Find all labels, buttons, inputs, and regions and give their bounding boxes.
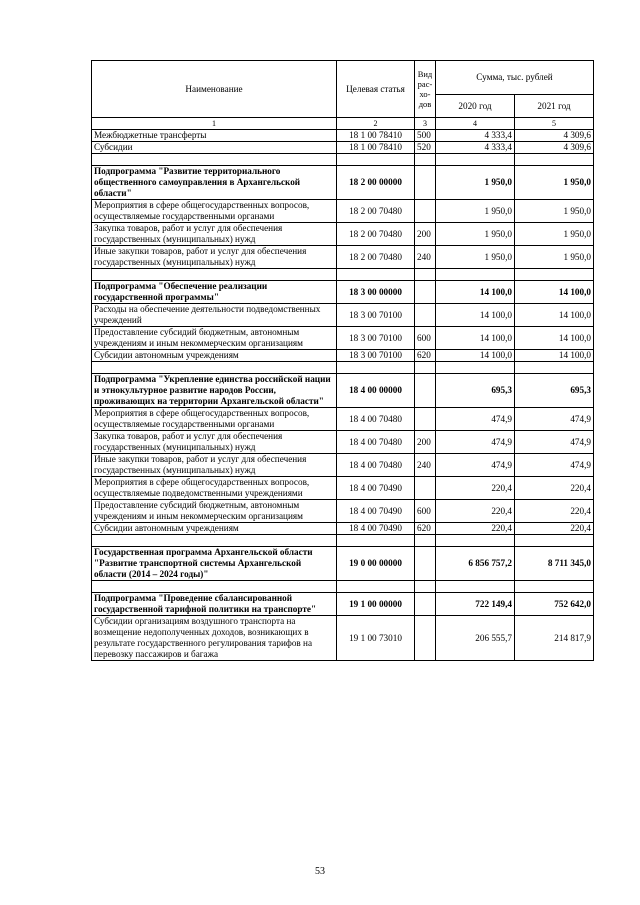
row-amount-2021: 1 950,0 (515, 200, 594, 223)
row-name: Иные закупки товаров, работ и услуг для обеспечения государственных (муниципальных) нужд (92, 454, 337, 477)
table-row (92, 523, 594, 535)
row-amount-2020: 722 149,4 (436, 593, 515, 616)
row-amount-2021: 474,9 (515, 431, 594, 454)
section-row (92, 593, 594, 616)
row-name: Мероприятия в сфере общегосударственных вопросов, осуществляемые государственными органами (92, 408, 337, 431)
header-kind: Вид рас- хо- дов (415, 61, 436, 118)
table-row (92, 431, 594, 454)
row-name: Субсидии автономным учреждениям (92, 350, 337, 362)
row-expense-kind: 520 (415, 142, 436, 154)
table-row (92, 130, 594, 142)
row-amount-2020: 474,9 (436, 454, 515, 477)
row-amount-2020: 4 333,4 (436, 142, 515, 154)
row-target-code: 18 4 00 70490 (337, 523, 415, 535)
row-expense-kind (415, 166, 436, 200)
section-row (92, 281, 594, 304)
empty-cell (515, 154, 594, 166)
empty-cell (415, 154, 436, 166)
header-sum: Сумма, тыс. рублей (436, 61, 594, 95)
row-amount-2020: 1 950,0 (436, 166, 515, 200)
spacer-row (92, 154, 594, 166)
row-expense-kind: 200 (415, 431, 436, 454)
row-amount-2021: 14 100,0 (515, 327, 594, 350)
row-expense-kind: 240 (415, 246, 436, 269)
section-row (92, 547, 594, 581)
row-target-code: 18 1 00 78410 (337, 142, 415, 154)
row-expense-kind: 600 (415, 327, 436, 350)
budget-table (91, 60, 594, 661)
row-amount-2021: 14 100,0 (515, 304, 594, 327)
row-target-code: 18 3 00 00000 (337, 281, 415, 304)
row-name: Подпрограмма "Развитие территориального общественного самоуправления в Архангельской области" (92, 166, 337, 200)
row-expense-kind: 240 (415, 454, 436, 477)
row-amount-2021: 1 950,0 (515, 246, 594, 269)
row-expense-kind (415, 593, 436, 616)
row-amount-2021: 474,9 (515, 408, 594, 431)
empty-cell (515, 362, 594, 374)
row-target-code: 18 4 00 00000 (337, 374, 415, 408)
row-amount-2020: 1 950,0 (436, 246, 515, 269)
row-expense-kind: 500 (415, 130, 436, 142)
row-amount-2020: 14 100,0 (436, 350, 515, 362)
column-number: 3 (415, 118, 436, 130)
header-2020: 2020 год (436, 95, 515, 118)
spacer-row (92, 581, 594, 593)
row-expense-kind (415, 281, 436, 304)
row-amount-2020: 220,4 (436, 500, 515, 523)
spacer-row (92, 362, 594, 374)
row-name: Субсидии автономным учреждениям (92, 523, 337, 535)
spacer-row (92, 269, 594, 281)
empty-cell (415, 581, 436, 593)
header-row (92, 61, 594, 95)
row-target-code: 18 2 00 00000 (337, 166, 415, 200)
row-name: Подпрограмма "Обеспечение реализации государственной программы" (92, 281, 337, 304)
row-amount-2020: 1 950,0 (436, 200, 515, 223)
row-expense-kind: 620 (415, 350, 436, 362)
row-name: Мероприятия в сфере общегосударственных вопросов, осуществляемые подведомственными учреждениями (92, 477, 337, 500)
header-2021: 2021 год (515, 95, 594, 118)
row-expense-kind (415, 547, 436, 581)
row-amount-2021: 1 950,0 (515, 166, 594, 200)
row-amount-2021: 14 100,0 (515, 281, 594, 304)
column-number: 2 (337, 118, 415, 130)
row-amount-2020: 1 950,0 (436, 223, 515, 246)
row-amount-2021: 8 711 345,0 (515, 547, 594, 581)
row-expense-kind (415, 477, 436, 500)
empty-cell (436, 535, 515, 547)
empty-cell (337, 581, 415, 593)
empty-cell (92, 362, 337, 374)
row-target-code: 18 2 00 70480 (337, 246, 415, 269)
row-expense-kind (415, 408, 436, 431)
empty-cell (415, 535, 436, 547)
row-amount-2020: 474,9 (436, 431, 515, 454)
row-target-code: 18 3 00 70100 (337, 304, 415, 327)
row-name: Предоставление субсидий бюджетным, автономным учреждениям и иным некоммерческим организациям (92, 327, 337, 350)
section-row (92, 166, 594, 200)
row-expense-kind (415, 616, 436, 661)
row-name: Закупка товаров, работ и услуг для обеспечения государственных (муниципальных) нужд (92, 431, 337, 454)
row-name: Расходы на обеспечение деятельности подведомственных учреждений (92, 304, 337, 327)
table-row (92, 142, 594, 154)
row-name: Подпрограмма "Укрепление единства российской нации и этнокультурное развитие народов России, проживающих на территории Архангельской области" (92, 374, 337, 408)
table-row (92, 408, 594, 431)
row-target-code: 18 4 00 70490 (337, 500, 415, 523)
row-expense-kind: 200 (415, 223, 436, 246)
row-amount-2021: 4 309,6 (515, 142, 594, 154)
table-row (92, 454, 594, 477)
row-target-code: 18 2 00 70480 (337, 223, 415, 246)
row-target-code: 18 4 00 70490 (337, 477, 415, 500)
row-amount-2020: 220,4 (436, 523, 515, 535)
row-amount-2021: 220,4 (515, 500, 594, 523)
table-row (92, 200, 594, 223)
row-target-code: 18 4 00 70480 (337, 408, 415, 431)
row-target-code: 19 1 00 73010 (337, 616, 415, 661)
empty-cell (337, 269, 415, 281)
row-expense-kind: 600 (415, 500, 436, 523)
empty-cell (337, 154, 415, 166)
empty-cell (92, 581, 337, 593)
row-amount-2021: 1 950,0 (515, 223, 594, 246)
row-target-code: 18 1 00 78410 (337, 130, 415, 142)
empty-cell (92, 535, 337, 547)
row-amount-2020: 206 555,7 (436, 616, 515, 661)
row-name: Субсидии (92, 142, 337, 154)
empty-cell (515, 581, 594, 593)
row-target-code: 19 1 00 00000 (337, 593, 415, 616)
table-row (92, 304, 594, 327)
empty-cell (92, 154, 337, 166)
row-amount-2021: 752 642,0 (515, 593, 594, 616)
row-target-code: 18 4 00 70480 (337, 431, 415, 454)
page-number: 53 (315, 866, 325, 877)
empty-cell (415, 362, 436, 374)
row-amount-2020: 6 856 757,2 (436, 547, 515, 581)
column-number: 5 (515, 118, 594, 130)
row-name: Субсидии организациям воздушного транспорта на возмещение недополученных доходов, возникающих в результате государственного регулирования тарифов на перевозку пассажиров и багажа (92, 616, 337, 661)
table-row (92, 327, 594, 350)
row-expense-kind (415, 374, 436, 408)
empty-cell (415, 269, 436, 281)
row-name: Подпрограмма "Проведение сбалансированной государственной тарифной политики на транспорте" (92, 593, 337, 616)
empty-cell (337, 362, 415, 374)
empty-cell (515, 535, 594, 547)
column-number: 4 (436, 118, 515, 130)
row-amount-2020: 14 100,0 (436, 327, 515, 350)
empty-cell (515, 269, 594, 281)
table-row (92, 246, 594, 269)
empty-cell (337, 535, 415, 547)
row-amount-2020: 220,4 (436, 477, 515, 500)
row-amount-2020: 695,3 (436, 374, 515, 408)
row-name: Закупка товаров, работ и услуг для обеспечения государственных (муниципальных) нужд (92, 223, 337, 246)
row-amount-2021: 4 309,6 (515, 130, 594, 142)
row-amount-2021: 14 100,0 (515, 350, 594, 362)
row-name: Иные закупки товаров, работ и услуг для обеспечения государственных (муниципальных) нужд (92, 246, 337, 269)
row-target-code: 19 0 00 00000 (337, 547, 415, 581)
row-amount-2020: 474,9 (436, 408, 515, 431)
header-name: Наименование (92, 61, 337, 118)
row-amount-2020: 14 100,0 (436, 304, 515, 327)
table-row (92, 350, 594, 362)
row-expense-kind (415, 304, 436, 327)
row-amount-2021: 214 817,9 (515, 616, 594, 661)
row-amount-2020: 14 100,0 (436, 281, 515, 304)
row-amount-2021: 220,4 (515, 477, 594, 500)
empty-cell (436, 154, 515, 166)
table-row (92, 500, 594, 523)
row-expense-kind: 620 (415, 523, 436, 535)
empty-cell (436, 362, 515, 374)
row-target-code: 18 3 00 70100 (337, 327, 415, 350)
section-row (92, 374, 594, 408)
row-target-code: 18 2 00 70480 (337, 200, 415, 223)
spacer-row (92, 535, 594, 547)
row-amount-2021: 220,4 (515, 523, 594, 535)
row-amount-2021: 695,3 (515, 374, 594, 408)
table-row (92, 223, 594, 246)
empty-cell (436, 581, 515, 593)
column-number: 1 (92, 118, 337, 130)
row-name: Межбюджетные трансферты (92, 130, 337, 142)
header-target: Целевая статья (337, 61, 415, 118)
row-name: Мероприятия в сфере общегосударственных вопросов, осуществляемые государственными органами (92, 200, 337, 223)
table-row (92, 477, 594, 500)
table-row (92, 616, 594, 661)
empty-cell (436, 269, 515, 281)
row-name: Государственная программа Архангельской области "Развитие транспортной системы Архангельской области (2014 – 2024 годы)" (92, 547, 337, 581)
empty-cell (92, 269, 337, 281)
row-target-code: 18 4 00 70480 (337, 454, 415, 477)
column-number-row (92, 118, 594, 130)
row-target-code: 18 3 00 70100 (337, 350, 415, 362)
row-name: Предоставление субсидий бюджетным, автономным учреждениям и иным некоммерческим организациям (92, 500, 337, 523)
row-expense-kind (415, 200, 436, 223)
row-amount-2020: 4 333,4 (436, 130, 515, 142)
row-amount-2021: 474,9 (515, 454, 594, 477)
table-body (92, 130, 594, 661)
